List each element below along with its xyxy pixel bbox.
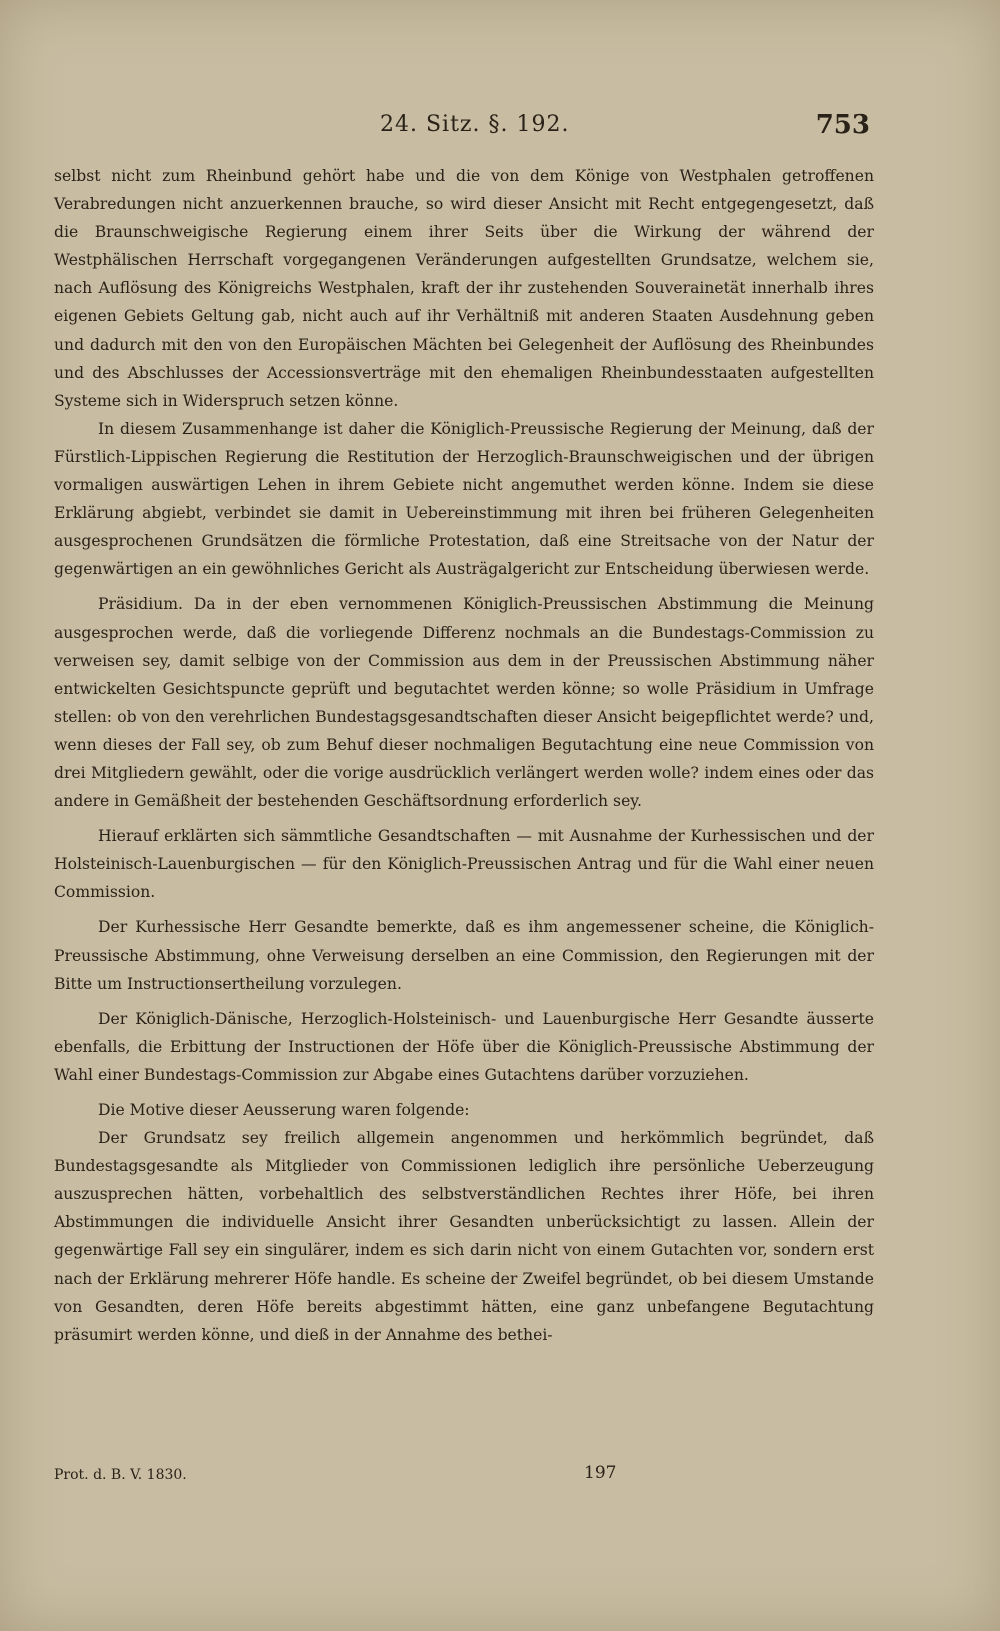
paragraph-continuation: selbst nicht zum Rheinbund gehört habe und die von dem Könige von Westphalen getroffenen Verabredungen nicht anzuerkennen brauche, so wird dieser Ansicht mit Recht entgegengesetzt, daß die Braunschweigische Regierung einem ihrer Seits über die Wirkung der während der Westphälischen Herrschaft vorgegangenen Veränderungen aufgestellten Grundsatze, welchem sie, nach Auflösung des Königreichs Westphalen, kraft der ihr zustehenden Souverainetät innerhalb ihres eigenen Gebiets Geltung gab, nicht auch auf ihr Verhältniß mit anderen Staaten Ausdehnung geben und dadurch mit den von den Europäischen Mächten bei Gelegenheit der Auflösung des Rheinbundes und des Abschlusses der Accessionsverträge mit den ehemaligen Rheinbundesstaaten aufgestellten Systeme sich in Widerspruch setzen könne. [54, 167, 874, 410]
page-number: 753 [815, 110, 870, 140]
paragraph-praesidium: Präsidium. Da in der eben vernommenen Königlich-Preussischen Abstimmung die Meinung ausgesprochen werde, daß die vorliegende Differenz nochmals an die Bundestags-Commission zu verweisen sey, damit selbige von der Commission aus dem in der Preussischen Abstimmung näher entwickelten Gesichtspuncte geprüft und begutachtet werden könne; so wolle Präsidium in Umfrage stellen: ob von den verehrlichen Bundestagsgesandtschaften dieser Ansicht beigepflichtet werde? und, wenn dieses der Fall sey, ob zum Behuf dieser nochmaligen Begutachtung eine neue Commission von drei Mitgliedern gewählt, oder die vorige ausdrücklich verlängert werden wolle? indem eines oder das andere in Gemäßheit der bestehenden Geschäftsordnung erforderlich sey. [54, 595, 874, 811]
paragraph-motive: Der Grundsatz sey freilich allgemein angenommen und herkömmlich begründet, daß Bundestagsgesandte als Mitglieder von Commissionen lediglich ihre persönliche Ueberzeugung auszusprechen hätten, vorbehaltlich des selbstverständlichen Rechtes ihrer Höfe, bei ihren Abstimmungen die individuelle Ansicht ihrer Gesandten unberücksichtigt zu lassen. Allein der gegenwärtige Fall sey ein singulärer, indem es sich darin nicht von einem Gutachten vor, sondern erst nach der Erklärung mehrerer Höfe handle. Es scheine der Zweifel begründet, ob bei diesem Umstande von Gesandten, deren Höfe bereits abgestimmt hätten, eine ganz unbefangene Begutachtung präsumirt werden könne, und dieß in der Annahme des bethei- [54, 1129, 874, 1344]
sheet-number: 197 [584, 1463, 617, 1483]
body-text [54, 162, 874, 1349]
paragraph-motive-intro: Die Motive dieser Aeusserung waren folgende: [98, 1101, 470, 1119]
page-footer [54, 1463, 874, 1491]
paragraph-vote: Hierauf erklärten sich sämmtliche Gesandtschaften — mit Ausnahme der Kurhessischen und der Holsteinisch-Lauenburgischen — für den Königlich-Preussischen Antrag und für die Wahl einer neuen Commission. [54, 827, 874, 902]
paragraph-prussian-opinion: In diesem Zusammenhange ist daher die Königlich-Preussische Regierung der Meinung, daß der Fürstlich-Lippischen Regierung die Restitution der Herzoglich-Braunschweigischen und der übrigen vormaligen auswärtigen Lehen in ihrem Gebiete nicht angemuthet werden könne. Indem sie diese Erklärung abgiebt, verbindet sie damit in Uebereinstimmung mit ihren bei früheren Gelegenheiten ausgesprochenen Grundsätzen die förmliche Protestation, daß eine Streitsache von der Natur der gegenwärtigen an ein gewöhnliches Gericht als Austrägalgericht zur Entscheidung überwiesen werde. [54, 419, 874, 579]
paragraph-kurhessen: Der Kurhessische Herr Gesandte bemerkte, daß es ihm angemessener scheine, die Königlich-Preussische Abstimmung, ohne Verweisung derselben an eine Commission, den Regierungen mit der Bitte um Instructionsertheilung vorzulegen. [54, 918, 874, 993]
paragraph-daenemark: Der Königlich-Dänische, Herzoglich-Holsteinisch- und Lauenburgische Herr Gesandte äusserte ebenfalls, die Erbittung der Instructionen der Höfe über die Königlich-Preussische Abstimmung der Wahl einer Bundestags-Commission zur Abgabe eines Gutachtens darüber vorzuziehen. [54, 1009, 874, 1084]
signature-mark: Prot. d. B. V. 1830. [54, 1467, 187, 1483]
page-header [0, 112, 1000, 144]
running-head: 24. Sitz. §. 192. [380, 112, 570, 137]
